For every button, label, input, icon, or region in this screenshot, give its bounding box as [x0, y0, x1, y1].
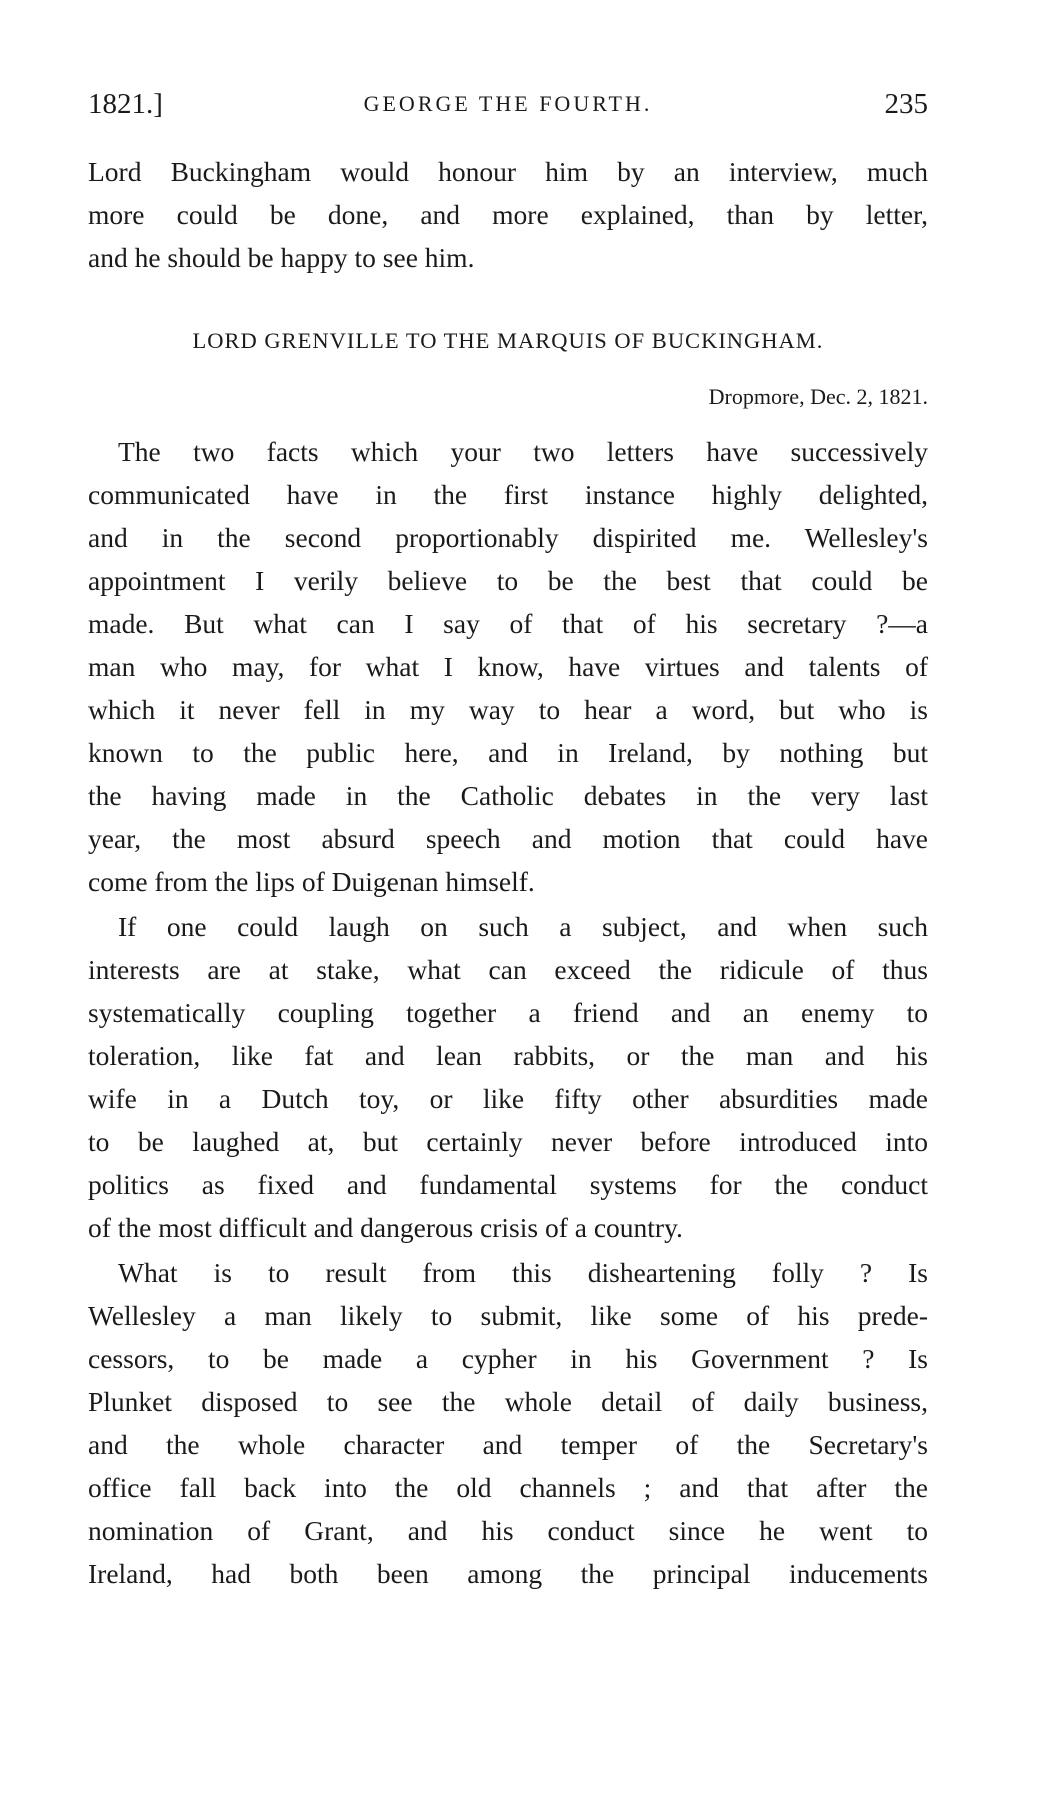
text-line: and in the second proportionably dispirited me. Wellesley's — [88, 522, 928, 553]
text-line: and he should be happy to see him. — [88, 242, 475, 273]
text-line: interests are at stake, what can exceed the ridicule of thus — [88, 954, 928, 985]
book-page — [88, 0, 928, 1801]
text-line: known to the public here, and in Ireland, by nothing but — [88, 737, 928, 768]
text-line: come from the lips of Duigenan himself. — [88, 866, 535, 897]
running-head-title: GEORGE THE FOURTH. — [363, 91, 653, 116]
text-line: nomination of Grant, and his conduct since he went to — [88, 1515, 928, 1546]
paragraph-3 — [88, 1251, 928, 1595]
running-head — [88, 88, 928, 128]
text-line: Plunket disposed to see the whole detail of daily business, — [88, 1386, 928, 1417]
text-line: cessors, to be made a cypher in his Government ? Is — [88, 1343, 928, 1374]
text-line: Wellesley a man likely to submit, like some of his prede- — [88, 1300, 928, 1331]
running-head-year: 1821.] — [88, 88, 163, 120]
text-line: made. But what can I say of that of his secretary ?—a — [88, 608, 928, 639]
intro-paragraph — [88, 150, 928, 279]
text-line: communicated have in the first instance highly delighted, — [88, 479, 928, 510]
text-line: toleration, like fat and lean rabbits, or the man and his — [88, 1040, 928, 1071]
text-line: politics as fixed and fundamental systems for the conduct — [88, 1169, 928, 1200]
letter-heading: LORD GRENVILLE TO THE MARQUIS OF BUCKINGHAM. — [192, 328, 824, 353]
text-line: appointment I verily believe to be the best that could be — [88, 565, 928, 596]
page-number: 235 — [884, 88, 928, 120]
text-line: the having made in the Catholic debates in the very last — [88, 780, 928, 811]
text-line: The two facts which your two letters have successively — [118, 436, 928, 467]
text-line: wife in a Dutch toy, or like fifty other absurdities made — [88, 1083, 928, 1114]
text-line: more could be done, and more explained, than by letter, — [88, 199, 928, 230]
text-line: year, the most absurd speech and motion that could have — [88, 823, 928, 854]
text-line: which it never fell in my way to hear a word, but who is — [88, 694, 928, 725]
text-line: office fall back into the old channels ; and that after the — [88, 1472, 928, 1503]
text-line: to be laughed at, but certainly never before introduced into — [88, 1126, 928, 1157]
text-line: Ireland, had both been among the principal inducements — [88, 1558, 928, 1589]
text-line: What is to result from this disheartening folly ? Is — [118, 1257, 928, 1288]
text-line: and the whole character and temper of the Secretary's — [88, 1429, 928, 1460]
text-line: systematically coupling together a friend and an enemy to — [88, 997, 928, 1028]
paragraph-2 — [88, 905, 928, 1249]
text-line: If one could laugh on such a subject, and when such — [118, 911, 928, 942]
text-line: man who may, for what I know, have virtues and talents of — [88, 651, 928, 682]
paragraph-1 — [88, 430, 928, 903]
text-line: of the most difficult and dangerous crisis of a country. — [88, 1212, 683, 1243]
letter-dateline: Dropmore, Dec. 2, 1821. — [708, 384, 928, 409]
text-line: Lord Buckingham would honour him by an interview, much — [88, 156, 928, 187]
